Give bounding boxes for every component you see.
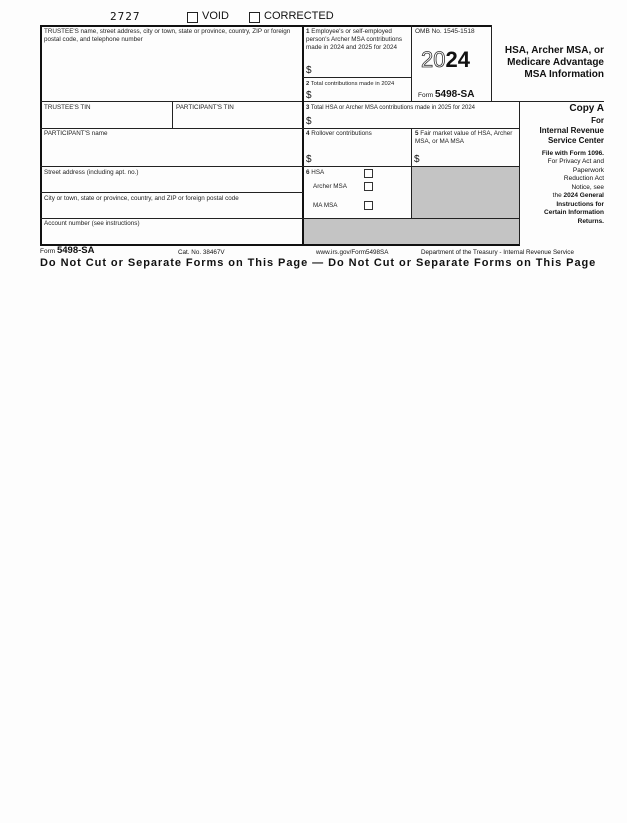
privacy-line6: Instructions for xyxy=(556,200,604,208)
city-field[interactable] xyxy=(41,204,301,217)
form-title-line3: MSA Information xyxy=(524,69,604,80)
form-title-line1: HSA, Archer MSA, or xyxy=(504,45,604,56)
box6-hsa-checkbox[interactable] xyxy=(364,169,373,178)
col-divider-main xyxy=(302,25,304,245)
box6-ma-checkbox[interactable] xyxy=(364,201,373,210)
tax-year-bold: 24 xyxy=(445,47,470,72)
box5-dollar: $ xyxy=(414,154,420,165)
box6-archer-label: Archer MSA xyxy=(313,183,347,190)
participant-name-field[interactable] xyxy=(41,140,301,165)
participant-name-label: PARTICIPANT'S name xyxy=(44,130,108,137)
form-top-border xyxy=(40,25,492,27)
box3-text: Total HSA or Archer MSA contributions made in 2025 for 2024 xyxy=(310,105,475,111)
form-id-prefix: Form xyxy=(418,92,434,99)
box5-amount-field[interactable] xyxy=(422,152,517,165)
footer-form-id xyxy=(40,246,94,257)
box1-number: 1 xyxy=(306,28,310,35)
trustee-tin-field[interactable] xyxy=(41,113,171,127)
footer-dept: Department of the Treasury - Internal Revenue Service xyxy=(421,249,574,256)
irs-center-line2: Service Center xyxy=(547,136,604,145)
box1-box2-divider xyxy=(303,77,411,78)
form-code: 2727 xyxy=(110,10,141,23)
trustee-info-field[interactable] xyxy=(41,45,301,100)
city-row-bottom xyxy=(40,218,519,219)
box3-dollar: $ xyxy=(306,116,312,127)
street-label: Street address (including apt. no.) xyxy=(44,169,139,176)
box4-dollar: $ xyxy=(306,154,312,165)
box1-text: Employee's or self-employed person's Archer MSA contributions made in 2024 and 2025 for 2024 xyxy=(306,28,403,51)
tax-year xyxy=(421,48,470,72)
street-field[interactable] xyxy=(41,178,301,191)
privacy-line4: Notice, see xyxy=(571,183,604,191)
footer-cat-no: Cat. No. 38467V xyxy=(178,249,225,256)
corrected-label: CORRECTED xyxy=(264,10,334,22)
copy-a-label: Copy A xyxy=(569,103,604,114)
footer-form-number: 5498-SA xyxy=(56,245,95,256)
box3-label xyxy=(306,104,475,112)
box5-number: 5 xyxy=(415,130,419,137)
file-with-1096: File with Form 1096. xyxy=(541,150,604,157)
box4-label xyxy=(306,130,372,138)
box5-label xyxy=(415,130,517,146)
box6-archer-checkbox[interactable] xyxy=(364,182,373,191)
privacy-line5-pre: the xyxy=(552,192,562,199)
corrected-checkbox[interactable] xyxy=(249,12,260,23)
participant-tin-field[interactable] xyxy=(173,113,301,127)
box1-amount-field[interactable] xyxy=(314,64,409,76)
form-id xyxy=(418,89,474,100)
shaded-area-box6-right xyxy=(411,166,519,218)
account-label: Account number (see instructions) xyxy=(44,220,140,227)
form-id-number: 5498-SA xyxy=(434,89,475,100)
city-label: City or town, state or province, country, and ZIP or foreign postal code xyxy=(44,195,239,202)
omb-number: OMB No. 1545-1518 xyxy=(415,28,475,35)
privacy-line5-bold: 2024 General xyxy=(563,192,604,199)
box4-text: Rollover contributions xyxy=(311,130,372,137)
copy-for-label: For xyxy=(591,116,604,125)
irs-center-line1: Internal Revenue xyxy=(539,126,604,135)
void-checkbox[interactable] xyxy=(187,12,198,23)
do-not-cut-notice: Do Not Cut or Separate Forms on This Page — Do Not Cut or Separate Forms on This Page xyxy=(40,257,597,269)
col-divider-omb xyxy=(411,25,412,102)
box1-dollar: $ xyxy=(306,65,312,76)
privacy-line2: Paperwork xyxy=(572,166,604,174)
form-bottom-border xyxy=(40,244,520,246)
privacy-line3: Reduction Act xyxy=(563,175,604,182)
street-row-bottom xyxy=(40,192,303,193)
form-title-line2: Medicare Advantage xyxy=(507,57,604,68)
privacy-line7: Certain Information xyxy=(544,209,604,216)
box3-amount-field[interactable] xyxy=(314,114,517,127)
void-label: VOID xyxy=(202,10,229,22)
box2-label xyxy=(306,80,412,88)
box4-box5-divider xyxy=(411,128,412,218)
copy-panel xyxy=(520,103,604,226)
box2-dollar: $ xyxy=(306,90,312,101)
box4-number: 4 xyxy=(306,130,310,137)
privacy-notice xyxy=(520,158,604,226)
box2-number: 2 xyxy=(306,81,310,87)
box5-text: Fair market value of HSA, Archer MSA, or MA MSA xyxy=(415,130,513,145)
trustee-info-label: TRUSTEE'S name, street address, city or town, state or province, country, ZIP or foreign postal code, and telephone number xyxy=(44,28,291,43)
tin-row-bottom xyxy=(40,128,519,129)
privacy-line5 xyxy=(520,192,604,201)
participant-tin-label: PARTICIPANT'S TIN xyxy=(176,104,234,111)
trustee-tin-label: TRUSTEE'S TIN xyxy=(44,104,91,111)
privacy-line1: For Privacy Act and xyxy=(547,158,604,165)
box3-number: 3 xyxy=(306,105,310,111)
box6-ma-label: MA MSA xyxy=(313,202,338,209)
footer-url: www.irs.gov/Form5498SA xyxy=(316,249,389,256)
box2-amount-field[interactable] xyxy=(314,89,409,101)
box6-number: 6 xyxy=(306,169,310,176)
box1-label xyxy=(306,28,410,52)
tax-year-outline: 20 xyxy=(421,47,446,72)
privacy-line8: Returns. xyxy=(577,217,604,225)
box2-text: Total contributions made in 2024 xyxy=(310,81,395,87)
footer-form-prefix: Form xyxy=(40,248,56,255)
shaded-area-account-right xyxy=(303,218,519,245)
box6-hsa-text: HSA xyxy=(311,169,325,176)
box4-amount-field[interactable] xyxy=(314,152,409,165)
box6-hsa-label xyxy=(306,169,324,177)
name-row-bottom xyxy=(40,166,519,167)
account-field[interactable] xyxy=(41,229,301,243)
form-title xyxy=(492,45,604,81)
